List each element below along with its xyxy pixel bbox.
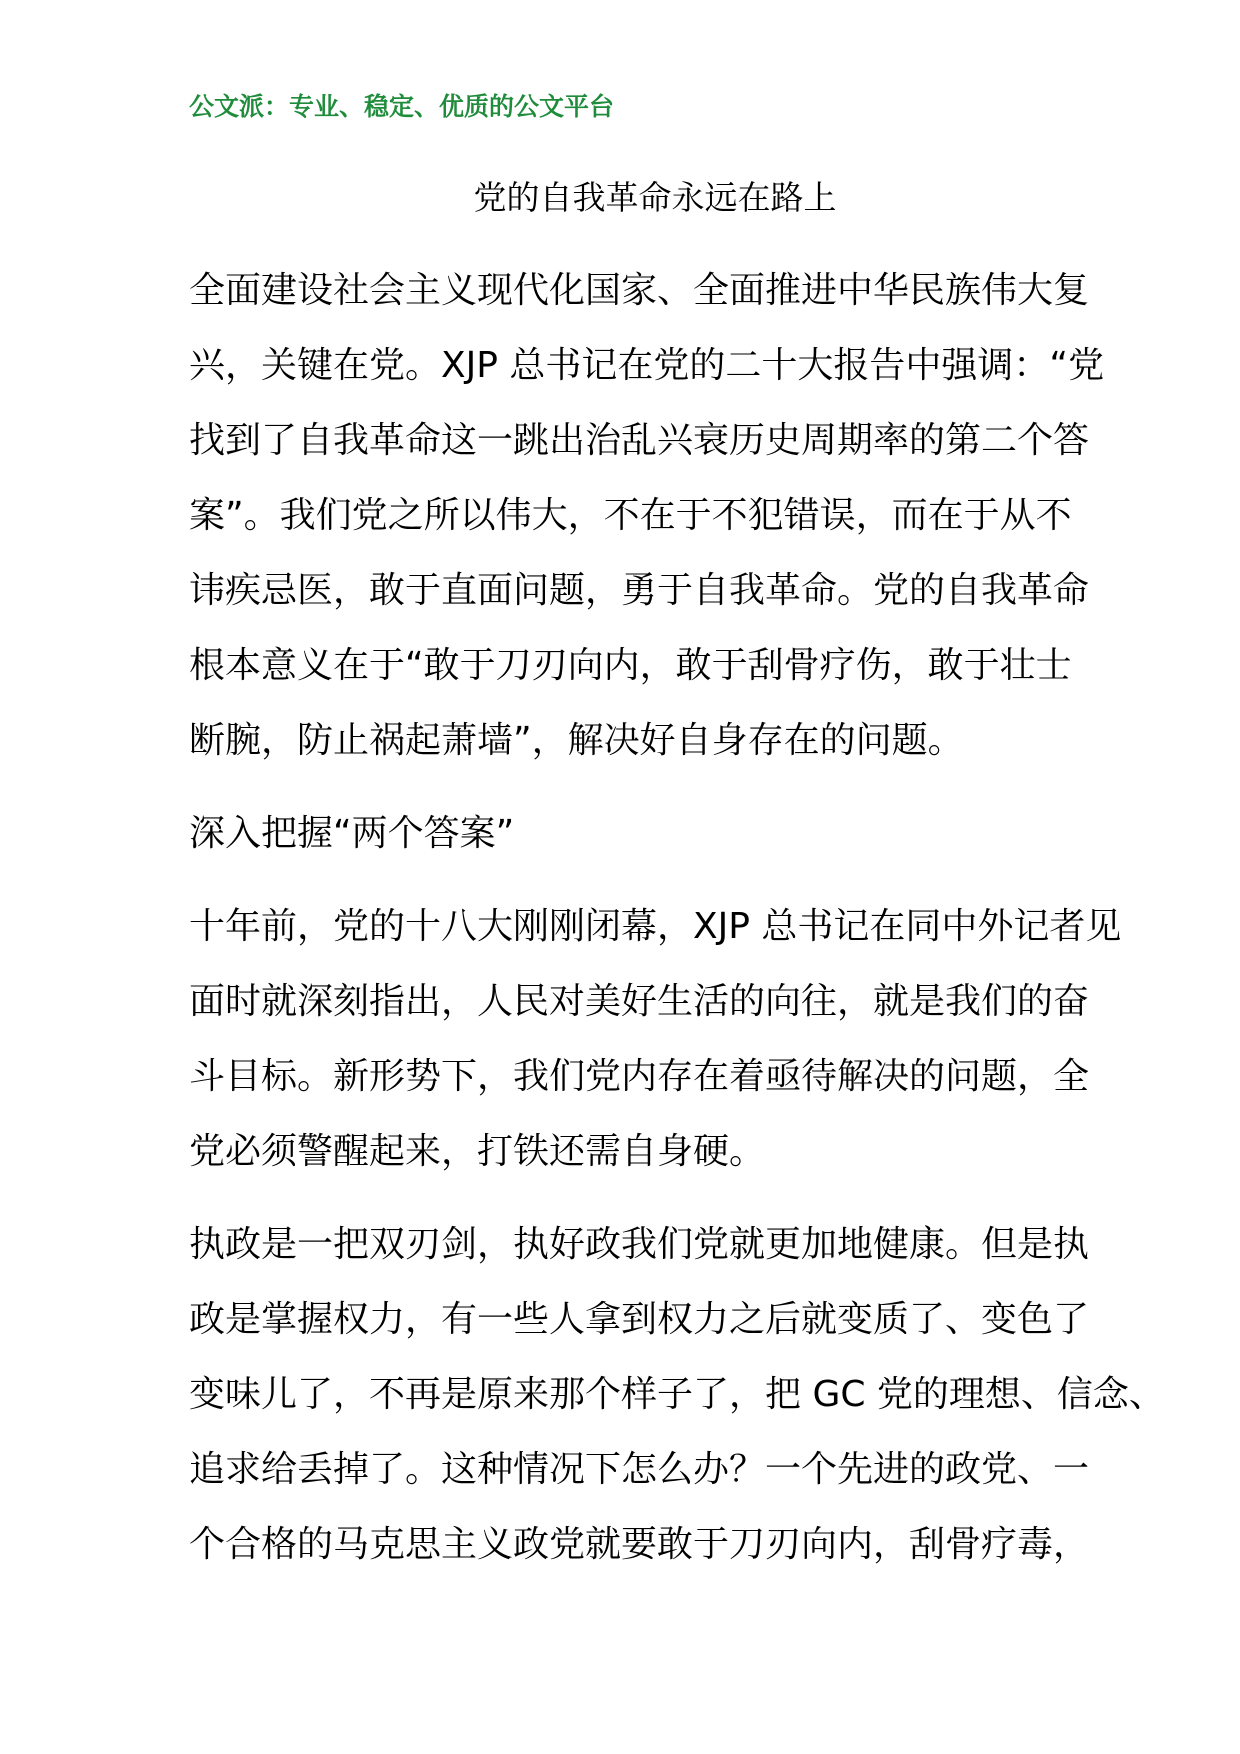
site-header-banner: 公文派：专业、稳定、优质的公文平台 bbox=[189, 92, 615, 121]
paragraph-line: 执政是一把双刃剑，执好政我们党就更加地健康。但是执 bbox=[189, 1224, 1090, 1265]
paragraph-1 bbox=[189, 253, 1189, 778]
paragraph-line: 追求给丢掉了。这种情况下怎么办？一个先进的政党、一 bbox=[189, 1449, 1090, 1490]
paragraph-2 bbox=[189, 889, 1189, 1189]
document-title: 党的自我革命永远在路上 bbox=[473, 178, 837, 217]
paragraph-line: 政是掌握权力，有一些人拿到权力之后就变质了、变色了 bbox=[189, 1299, 1090, 1340]
paragraph-line: 全面建设社会主义现代化国家、全面推进中华民族伟大复 bbox=[189, 270, 1090, 311]
paragraph-line: 十年前，党的十八大刚刚闭幕，XJP 总书记在同中外记者见 bbox=[189, 906, 1122, 947]
paragraph-line: 根本意义在于“敢于刀刃向内，敢于刮骨疗伤，敢于壮士 bbox=[189, 645, 1072, 686]
paragraph-line: 个合格的马克思主义政党就要敢于刀刃向内，刮骨疗毒， bbox=[189, 1524, 1090, 1565]
paragraph-line: 斗目标。新形势下，我们党内存在着亟待解决的问题，全 bbox=[189, 1056, 1090, 1097]
paragraph-line: 案”。我们党之所以伟大，不在于不犯错误，而在于从不 bbox=[189, 495, 1072, 536]
paragraph-line: 党必须警醒起来，打铁还需自身硬。 bbox=[189, 1131, 766, 1172]
section-heading-text: 深入把握“两个答案” bbox=[189, 813, 515, 854]
section-heading bbox=[189, 796, 1189, 871]
paragraph-line: 找到了自我革命这一跳出治乱兴衰历史周期率的第二个答 bbox=[189, 420, 1090, 461]
paragraph-line: 面时就深刻指出，人民对美好生活的向往，就是我们的奋 bbox=[189, 981, 1090, 1022]
paragraph-line: 兴，关键在党。XJP 总书记在党的二十大报告中强调：“党 bbox=[189, 345, 1105, 386]
paragraph-line: 变味儿了，不再是原来那个样子了，把 GC 党的理想、信念、 bbox=[189, 1374, 1165, 1415]
paragraph-line: 讳疾忌医，敢于直面问题，勇于自我革命。党的自我革命 bbox=[189, 570, 1090, 611]
paragraph-line: 断腕，防止祸起萧墙”，解决好自身存在的问题。 bbox=[189, 720, 964, 761]
paragraph-3 bbox=[189, 1207, 1189, 1582]
